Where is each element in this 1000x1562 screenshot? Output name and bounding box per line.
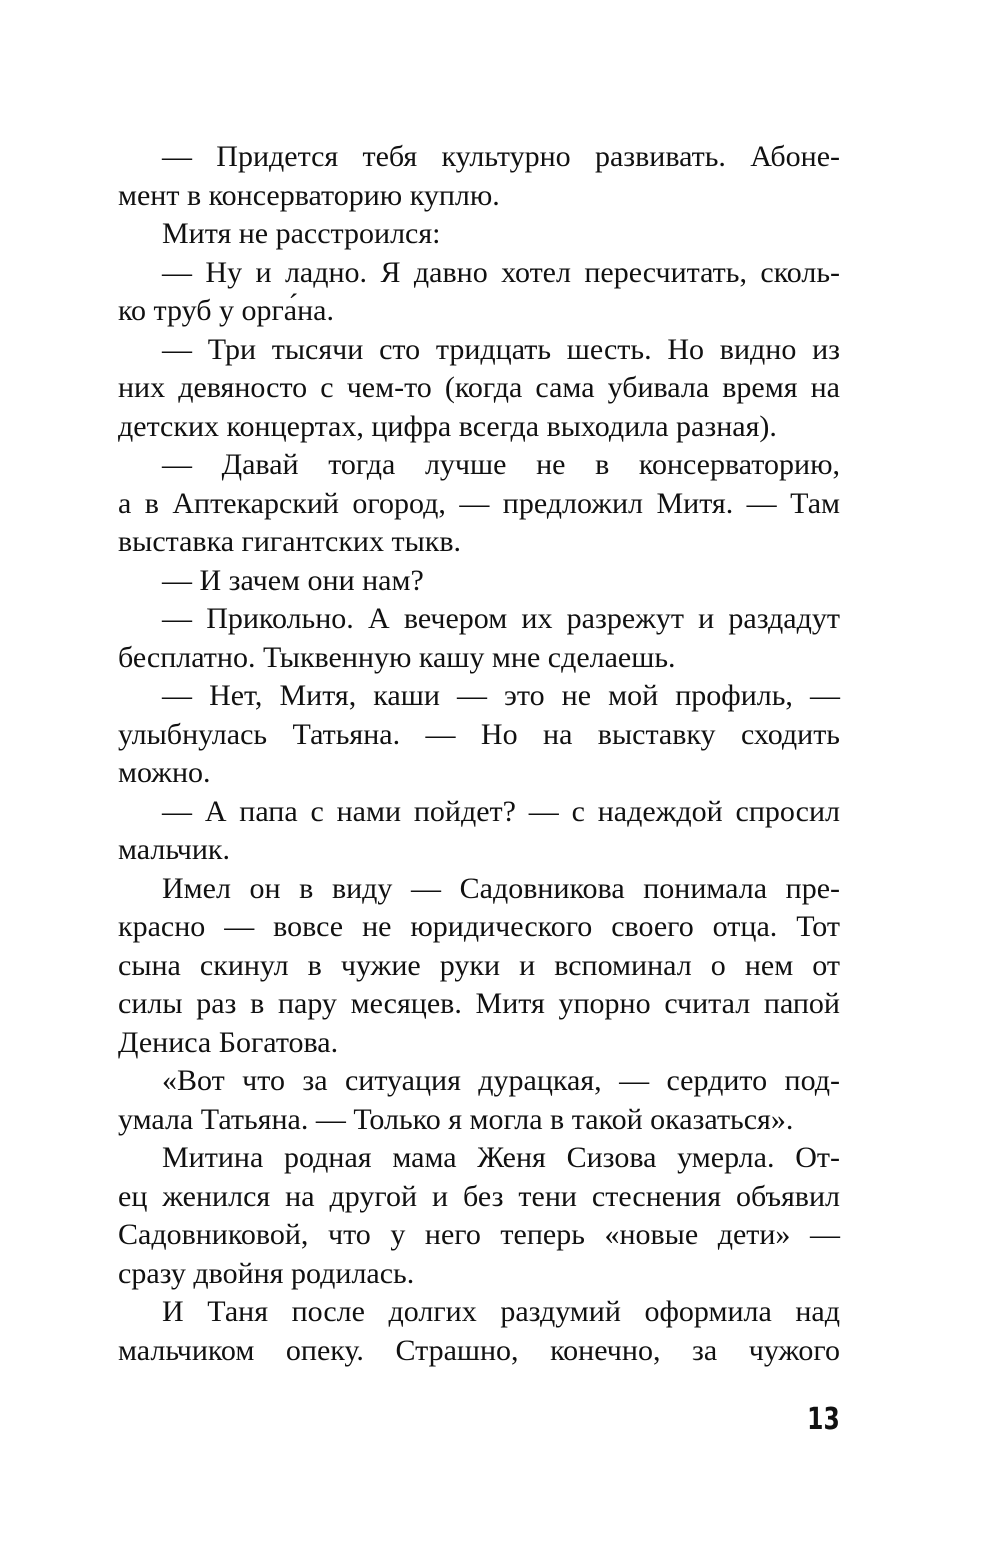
text-line: И Таня после долгих раздумий оформила над <box>162 1295 840 1328</box>
text-line: — И зачем они нам? <box>162 563 424 597</box>
text-line: умала Татьяна. — Только я могла в такой оказаться». <box>118 1102 794 1136</box>
text-line: сына скинул в чужие руки и вспоминал о нем от <box>118 948 840 982</box>
page-number: 13 <box>807 1402 840 1437</box>
text-line: ец женился на другой и без тени стеснения объявил <box>118 1179 840 1213</box>
text-line: — А папа с нами пойдет? — с надеждой спросил <box>162 794 840 828</box>
text-line: Садовниковой, что у него теперь «новые дети» — <box>118 1218 840 1251</box>
text-line: — Нет, Митя, каши — это не мой профиль, — <box>162 679 840 712</box>
text-line: выставка гигантских тыкв. <box>118 525 461 558</box>
text-line: Дениса Богатова. <box>118 1025 339 1059</box>
text-line: мальчиком опеку. Страшно, конечно, за чужого <box>118 1333 840 1367</box>
text-line: красно — вовсе не юридического своего отца. Тот <box>118 910 840 943</box>
text-line: можно. <box>118 756 211 789</box>
text-line: — Давай тогда лучше не в консерваторию, <box>162 448 840 481</box>
text-line: — Придется тебя культурно развивать. Абоне- <box>162 140 840 173</box>
text-line: бесплатно. Тыквенную кашу мне сделаешь. <box>118 640 676 674</box>
text-line: «Вот что за ситуация дурацкая, — сердито под- <box>162 1064 840 1097</box>
page-text <box>118 138 840 1370</box>
text-line: детских концертах, цифра всегда выходила разная). <box>118 409 777 443</box>
text-line: — Прикольно. А вечером их разрежут и раздадут <box>162 602 840 635</box>
text-line: силы раз в пару месяцев. Митя упорно считал папой <box>118 987 840 1020</box>
text-line: Митина родная мама Женя Сизова умерла. От- <box>162 1141 840 1174</box>
text-line: улыбнулась Татьяна. — Но на выставку сходить <box>118 717 840 751</box>
text-line: а в Аптекарский огород, — предложил Митя. — Там <box>118 486 840 520</box>
text-line: — Ну и ладно. Я давно хотел пересчитать, сколь- <box>162 255 840 289</box>
text-line: ко труб у орга́на. <box>118 294 334 327</box>
text-line: них девяносто с чем-то (когда сама убивала время на <box>118 371 840 404</box>
text-line: мальчик. <box>118 833 230 866</box>
text-line: мент в консерваторию куплю. <box>118 178 500 212</box>
text-line: сразу двойня родилась. <box>118 1256 415 1290</box>
text-line: — Три тысячи сто тридцать шесть. Но видно из <box>162 332 840 366</box>
text-line: Митя не расстроился: <box>162 217 441 250</box>
text-line: Имел он в виду — Садовникова понимала пре- <box>162 871 840 905</box>
